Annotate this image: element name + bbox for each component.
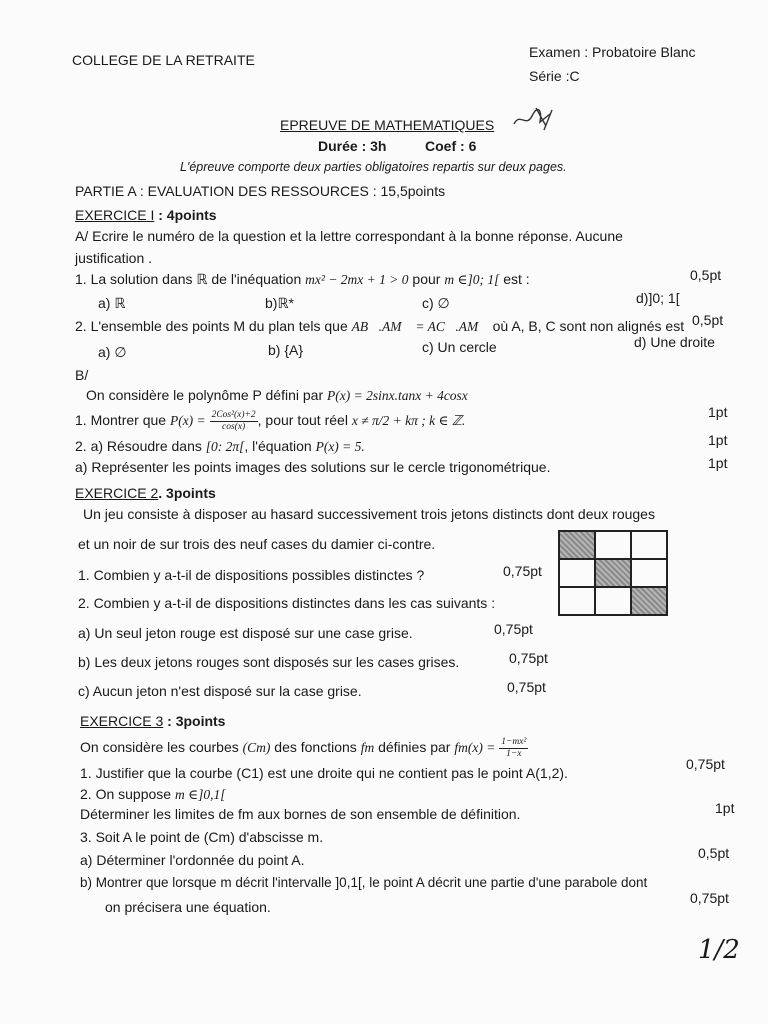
exam-line <box>529 44 696 60</box>
ex1-q2-text2: où A, B, C sont non alignés est <box>492 318 685 334</box>
ex3-q1: 1. Justifier que la courbe (C1) est une droite qui ne contient pas le point A(1,2). <box>80 765 568 781</box>
duree-value: 3h <box>370 138 387 154</box>
board-cell-6 <box>631 559 667 587</box>
ex1-q1 <box>75 271 530 288</box>
ex1-a-prefix: A/ Ecrire <box>75 228 129 244</box>
ex1-q2-opt-b: b) {A} <box>268 342 304 358</box>
ex1-q1-opt-a: a) ℝ <box>98 295 126 311</box>
board-cell-5 <box>595 559 631 587</box>
ex1-b1-points: 1pt <box>708 404 728 420</box>
exam-label: Examen : <box>529 44 589 60</box>
ex2-q1-points: 0,75pt <box>503 563 542 579</box>
ex1-b2-text2: , l'équation <box>244 438 312 454</box>
ex1-a-instruction-text: le numéro de la question et la lettre correspondant à la bonne réponse. Aucune <box>128 228 623 244</box>
school-name: COLLEGE DE LA RETRAITE <box>72 52 255 68</box>
ex2-intro-2: et un noir de sur trois des neuf cases du damier ci-contre. <box>78 536 436 552</box>
ex1-q1-points: 0,5pt <box>690 267 722 283</box>
ex3-q3a-points: 0,5pt <box>698 845 730 861</box>
ex3-intro-math3: fm(x) = <box>454 740 496 756</box>
ex3-q2b: Déterminer les limites de fm aux bornes de son ensemble de définition. <box>80 806 521 822</box>
board-cell-4 <box>559 559 595 587</box>
ex1-q1-opt-c: c) ∅ <box>422 295 450 311</box>
ex3-intro-text2: des fonctions <box>274 739 357 756</box>
ex1-b2-points: 1pt <box>708 432 728 448</box>
ex1-b3: a) Représenter les points images des solutions sur le cercle trigonométrique. <box>75 459 551 475</box>
ex3-q3b-points: 0,75pt <box>690 890 729 906</box>
ex1-b1 <box>75 410 465 433</box>
ex3-points: : 3points <box>167 713 226 729</box>
ex2-heading <box>75 485 216 501</box>
board-cell-2 <box>595 531 631 559</box>
ex3-intro-math: (Cm) <box>242 740 271 756</box>
ex1-q2-text: 2. L'ensemble des points M du plan tels que <box>75 318 348 334</box>
ex2-qc: c) Aucun jeton n'est disposé sur la case grise. <box>78 683 362 699</box>
board-cell-9 <box>631 587 667 615</box>
ex1-b1-text2: , pour tout réel <box>257 412 348 429</box>
ex3-title: EXERCICE 3 <box>80 713 164 729</box>
duree-line <box>318 138 386 154</box>
ex1-b2 <box>75 438 365 455</box>
ex1-q1-text: 1. La solution dans ℝ de l'inéquation <box>75 271 302 287</box>
ex3-q2b-points: 1pt <box>715 800 735 816</box>
ex3-heading <box>80 713 225 729</box>
ex2-qb: b) Les deux jetons rouges sont disposés sur les cases grises. <box>78 654 460 670</box>
board-cell-8 <box>595 587 631 615</box>
ex1-heading <box>75 207 217 223</box>
ex1-b-intro-text: On considère le polynôme P défini par <box>86 387 324 403</box>
ex2-qa-points: 0,75pt <box>494 621 533 637</box>
serie-value: C <box>569 68 580 84</box>
duree-label: Durée : <box>318 138 367 154</box>
coef-line <box>425 138 476 154</box>
ex3-fraction <box>499 737 528 760</box>
ex1-q2 <box>75 318 684 335</box>
ex3-q3b-2: on précisera une équation. <box>105 899 271 915</box>
ex3-numerator: 1−mx² <box>501 737 527 747</box>
ex3-intro-math2: fm <box>360 740 375 756</box>
ex1-q1-math: mx² − 2mx + 1 > 0 <box>305 272 409 287</box>
ex1-b-intro <box>86 387 468 404</box>
serie-label: Série : <box>529 68 570 84</box>
ex2-q2: 2. Combien y a-t-il de dispositions distinctes dans les cas suivants : <box>78 595 496 611</box>
ex1-b1-fraction <box>210 410 258 433</box>
ex2-intro-1: Un jeu consiste à disposer au hasard successivement trois jetons distincts dont deux rouges <box>83 506 655 522</box>
ex1-q1-opt-d: d)]0; 1[ <box>636 290 680 306</box>
serie-line <box>529 68 580 84</box>
ex1-b2-math2: P(x) = 5. <box>315 439 365 454</box>
ex1-q2-points: 0,5pt <box>692 312 724 328</box>
page-number: 1/2 <box>698 935 740 965</box>
ex1-b1-math-lhs: P(x) = <box>169 413 206 429</box>
ex1-b1-denominator: cos(x) <box>222 422 246 432</box>
ex3-q3a: a) Déterminer l'ordonnée du point A. <box>80 852 305 868</box>
ex1-q1-text2: pour <box>412 271 441 287</box>
page-title: EPREUVE DE MATHEMATIQUES <box>280 117 495 133</box>
ex3-intro-text: On considère les courbes <box>80 739 239 756</box>
ex3-q1-points: 0,75pt <box>686 756 725 772</box>
ex3-denominator: 1−x <box>506 749 522 759</box>
ex3-q3: 3. Soit A le point de (Cm) d'abscisse m. <box>80 829 324 845</box>
board-cell-7 <box>559 587 595 615</box>
ex2-points: . 3points <box>158 485 216 501</box>
ex1-b1-math2: x ≠ π/2 + kπ ; k ∈ ℤ. <box>351 413 466 429</box>
ex1-q2-opt-c: c) Un cercle <box>422 339 497 355</box>
ex1-b1-numerator: 2Cos²(x)+2 <box>211 410 256 420</box>
intro-text: L'épreuve comporte deux parties obligatoires repartis sur deux pages. <box>180 160 567 174</box>
ex1-b-intro-math: P(x) = 2sinx.tanx + 4cosx <box>327 388 468 403</box>
ex1-b1-text: 1. Montrer que <box>75 412 167 429</box>
coef-label: Coef : <box>425 138 465 154</box>
ex1-b-label: B/ <box>75 367 89 383</box>
ex2-qa: a) Un seul jeton rouge est disposé sur une case grise. <box>78 625 413 641</box>
ex1-q2-math: AB⃗.AM⃗ = AC⃗.AM⃗ <box>351 319 489 334</box>
ex3-intro-text3: définies par <box>378 739 451 756</box>
ex1-q1-math2: m ∈]0; 1[ <box>444 272 500 287</box>
ex3-intro <box>80 737 528 760</box>
ex1-b3-points: 1pt <box>708 455 728 471</box>
ex2-qb-points: 0,75pt <box>509 650 548 666</box>
coef-value: 6 <box>468 138 477 154</box>
ex1-b2-math: [0: 2π[ <box>205 439 245 454</box>
exam-value: Probatoire Blanc <box>592 44 696 60</box>
board-cell-3 <box>631 531 667 559</box>
ex1-q2-opt-a: a) ∅ <box>98 344 127 360</box>
signature-scribble <box>510 104 558 132</box>
ex3-q2 <box>80 786 225 803</box>
ex2-title: EXERCICE 2 <box>75 485 159 501</box>
ex1-points: : 4points <box>158 207 217 223</box>
ex2-q1: 1. Combien y a-t-il de dispositions possibles distinctes ? <box>78 567 425 583</box>
ex1-b2-text: 2. a) Résoudre dans <box>75 438 202 454</box>
ex1-q1-opt-b: b)ℝ* <box>265 295 294 311</box>
ex1-q2-opt-d: d) Une droite <box>634 334 715 350</box>
ex1-a-instruction-2: justification . <box>75 250 153 266</box>
ex1-title: EXERCICE I <box>75 207 155 223</box>
ex3-q3b: b) Montrer que lorsque m décrit l'intervalle ]0,1[, le point A décrit une partie d'une parabole dont <box>80 875 648 890</box>
ex2-qc-points: 0,75pt <box>507 679 546 695</box>
ex1-q1-text3: est : <box>503 271 530 287</box>
ex3-q2-text: 2. On suppose <box>80 786 172 802</box>
ex1-a-instruction <box>75 228 623 244</box>
checkerboard <box>558 530 668 616</box>
ex3-q2-math: m ∈]0,1[ <box>174 787 226 802</box>
partie-a-heading: PARTIE A : EVALUATION DES RESSOURCES : 15,5points <box>75 183 446 199</box>
board-cell-1 <box>559 531 595 559</box>
